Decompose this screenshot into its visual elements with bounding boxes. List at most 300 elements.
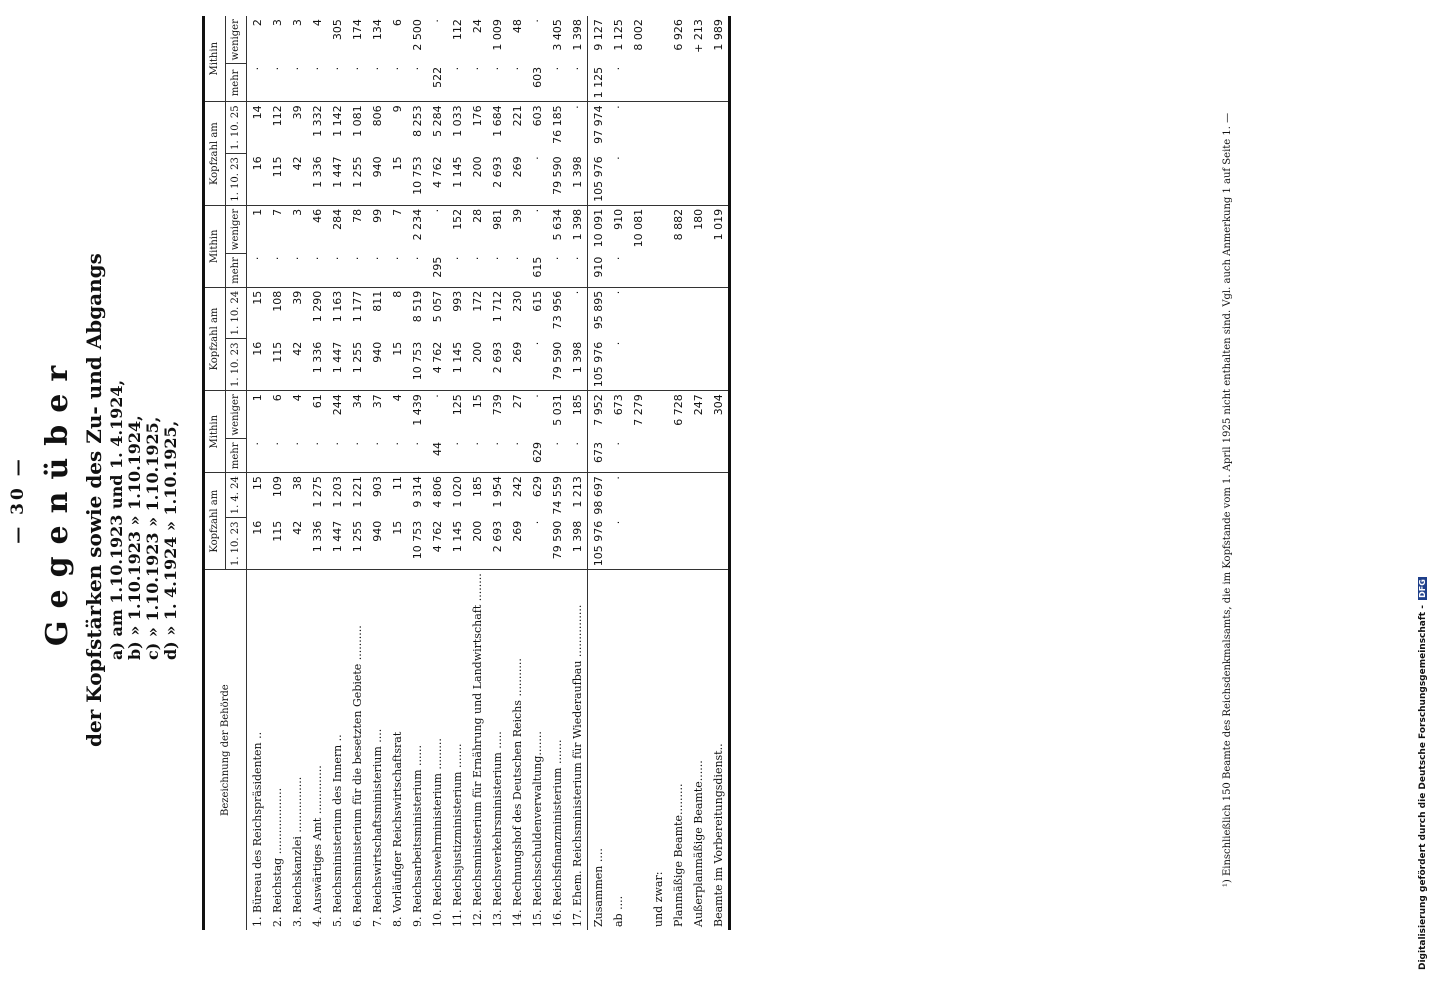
cell-value: 2 693 bbox=[487, 339, 507, 391]
header-mehr: mehr bbox=[226, 254, 247, 288]
cell-value: 48 bbox=[510, 19, 524, 34]
cell-value: · bbox=[567, 439, 588, 473]
date-line-c: c) » 1.10.1923 » 1.10.1925, bbox=[143, 416, 162, 660]
cell-value: · bbox=[247, 439, 268, 473]
table-row bbox=[668, 16, 688, 930]
cell-value: · bbox=[530, 394, 544, 398]
cell-value bbox=[648, 391, 668, 439]
cell-value: 629 bbox=[527, 439, 547, 473]
cell-value: 1 290 bbox=[310, 290, 324, 323]
cell-value: · bbox=[507, 254, 527, 288]
header-mithin-a: Mithin bbox=[204, 391, 226, 473]
page-number: — 30 — bbox=[8, 456, 28, 544]
cell-value: 1 163 bbox=[330, 290, 344, 323]
cell-value: 615 bbox=[527, 254, 547, 288]
cell-value bbox=[688, 64, 708, 102]
cell-value: · bbox=[547, 64, 567, 102]
cell-value bbox=[688, 439, 708, 473]
cell-value: · bbox=[430, 208, 444, 213]
cell-value: 940 bbox=[367, 518, 387, 570]
cell-value: · bbox=[347, 64, 367, 102]
cell-value: · bbox=[327, 254, 347, 288]
cell-value bbox=[708, 153, 730, 205]
cell-value: 24 bbox=[470, 19, 484, 34]
cell-value: · bbox=[547, 439, 567, 473]
cell-value: · bbox=[507, 439, 527, 473]
cell-value: 8 519 bbox=[410, 290, 424, 323]
cell-value: 15 bbox=[387, 339, 407, 391]
table-row bbox=[387, 16, 407, 930]
cell-value: 1 332 bbox=[310, 105, 324, 137]
table-row bbox=[487, 16, 507, 930]
cell-value: 269 bbox=[507, 518, 527, 570]
cell-value: 2 693 bbox=[487, 518, 507, 570]
table-row bbox=[708, 16, 730, 930]
row-label: 3. Reichskanzlei ................ bbox=[290, 776, 304, 927]
cell-value: 1 989 bbox=[711, 19, 725, 51]
cell-value bbox=[648, 153, 668, 205]
cell-value bbox=[628, 518, 648, 570]
cell-value: 4 762 bbox=[427, 518, 447, 570]
cell-value: · bbox=[567, 254, 588, 288]
cell-value bbox=[708, 64, 730, 102]
cell-value: 7 952 bbox=[588, 391, 609, 439]
cell-value bbox=[668, 439, 688, 473]
table-row bbox=[588, 16, 609, 930]
cell-value: · bbox=[530, 19, 544, 23]
cell-value: 1 255 bbox=[347, 339, 367, 391]
table-row bbox=[267, 16, 287, 930]
cell-value bbox=[628, 439, 648, 473]
cell-value: 4 762 bbox=[427, 339, 447, 391]
cell-value bbox=[688, 287, 708, 339]
cell-value: 2 234 bbox=[410, 208, 424, 241]
cell-value: · bbox=[287, 439, 307, 473]
cell-value: 125 bbox=[450, 394, 464, 416]
cell-value: · bbox=[447, 254, 467, 288]
cell-value: 230 bbox=[510, 290, 524, 312]
cell-value: · bbox=[487, 254, 507, 288]
header-weniger: weniger bbox=[226, 391, 247, 439]
cell-value: · bbox=[570, 105, 584, 109]
cell-value: 1 255 bbox=[347, 153, 367, 205]
cell-value: 1 bbox=[250, 394, 264, 402]
table-row bbox=[547, 16, 567, 930]
cell-value: 15 bbox=[250, 290, 264, 305]
cell-value: 105 976 bbox=[588, 153, 609, 205]
cell-value: 152 bbox=[450, 208, 464, 230]
cell-value: 9 314 bbox=[410, 476, 424, 508]
cell-value: 993 bbox=[450, 290, 464, 312]
cell-value: 1 020 bbox=[450, 476, 464, 508]
cell-value: · bbox=[530, 208, 544, 213]
cell-value: 3 405 bbox=[550, 19, 564, 51]
cell-value bbox=[688, 473, 708, 518]
cell-value: 42 bbox=[287, 153, 307, 205]
cell-value: 108 bbox=[270, 290, 284, 312]
cell-value: · bbox=[608, 254, 628, 288]
cell-value: 38 bbox=[290, 476, 304, 491]
header-mehr: mehr bbox=[226, 439, 247, 473]
row-label: Beamte im Vorbereitungsdienst.. bbox=[711, 743, 725, 927]
header-date: 1. 4. 24 bbox=[226, 473, 247, 518]
cell-value: · bbox=[487, 64, 507, 102]
row-label: 7. Reichswirtschaftsministerium .... bbox=[370, 728, 384, 927]
cell-value: 15 bbox=[250, 476, 264, 491]
cell-value: 903 bbox=[370, 476, 384, 498]
cell-value: 79 590 bbox=[547, 339, 567, 391]
cell-value: · bbox=[467, 254, 487, 288]
cell-value: · bbox=[507, 64, 527, 102]
cell-value: · bbox=[487, 439, 507, 473]
cell-value: 174 bbox=[350, 19, 364, 41]
cell-value: 112 bbox=[450, 19, 464, 41]
date-list bbox=[108, 380, 180, 660]
cell-value: · bbox=[608, 153, 628, 205]
digitization-note bbox=[1418, 10, 1428, 970]
cell-value: 673 bbox=[611, 394, 625, 416]
row-label bbox=[628, 570, 648, 930]
cell-value: · bbox=[467, 439, 487, 473]
cell-value: 73 956 bbox=[550, 290, 564, 330]
cell-value: 1 439 bbox=[410, 394, 424, 426]
cell-value: 6 926 bbox=[671, 19, 685, 51]
cell-value: 200 bbox=[467, 153, 487, 205]
cell-value: 76 185 bbox=[550, 105, 564, 144]
cell-value: 806 bbox=[370, 105, 384, 127]
table-row bbox=[507, 16, 527, 930]
cell-value bbox=[628, 339, 648, 391]
cell-value: 200 bbox=[467, 518, 487, 570]
table-row bbox=[367, 16, 387, 930]
cell-value: 8 bbox=[390, 290, 404, 298]
cell-value: 4 bbox=[290, 394, 304, 402]
cell-value bbox=[628, 254, 648, 288]
cell-value: · bbox=[307, 439, 327, 473]
cell-value: · bbox=[608, 339, 628, 391]
cell-value bbox=[688, 254, 708, 288]
cell-value: 284 bbox=[330, 208, 344, 230]
cell-value: 8 882 bbox=[671, 208, 685, 241]
cell-value bbox=[648, 16, 668, 64]
cell-value: 269 bbox=[507, 339, 527, 391]
dfg-logo: DFG bbox=[1418, 579, 1427, 598]
cell-value: 629 bbox=[530, 476, 544, 498]
row-label: Zusammen .... bbox=[588, 570, 609, 930]
cell-value: 1 398 bbox=[567, 518, 588, 570]
cell-value: · bbox=[367, 254, 387, 288]
cell-value bbox=[648, 518, 668, 570]
cell-value: 2 693 bbox=[487, 153, 507, 205]
cell-value bbox=[688, 102, 708, 154]
cell-value: · bbox=[247, 254, 268, 288]
cell-value: 4 bbox=[390, 394, 404, 402]
cell-value: · bbox=[430, 394, 444, 398]
header-weniger: weniger bbox=[226, 205, 247, 253]
cell-value: 105 976 bbox=[588, 518, 609, 570]
cell-value: 603 bbox=[527, 64, 547, 102]
digitization-text: Digitalisierung gefördert durch die Deutsche Forschungsgemeinschaft - bbox=[1418, 605, 1428, 970]
cell-value: 39 bbox=[290, 290, 304, 305]
cell-value: 10 081 bbox=[631, 208, 645, 248]
cell-value bbox=[708, 287, 730, 339]
cell-value: 1 033 bbox=[450, 105, 464, 137]
cell-value bbox=[668, 473, 688, 518]
cell-value bbox=[648, 287, 668, 339]
cell-value: 1 447 bbox=[327, 153, 347, 205]
cell-value bbox=[708, 473, 730, 518]
footnote: ¹) Einschließlich 150 Beamte des Reichsdenkmalsamts, die im Kopfstande vom 1. April 1925 nicht enthalten sind. Vgl. auch Anmerkung 1 auf Seite 1. — bbox=[1222, 112, 1233, 888]
cell-value: 61 bbox=[310, 394, 324, 409]
cell-value: 5 284 bbox=[430, 105, 444, 137]
cell-value: 244 bbox=[330, 394, 344, 416]
cell-value: 1 255 bbox=[347, 518, 367, 570]
cell-value: 78 bbox=[350, 208, 364, 223]
cell-value: 4 bbox=[310, 19, 324, 27]
cell-value: 247 bbox=[691, 394, 705, 416]
cell-value: · bbox=[608, 64, 628, 102]
cell-value: 5 031 bbox=[550, 394, 564, 426]
table-row bbox=[688, 16, 708, 930]
cell-value: 11 bbox=[390, 476, 404, 491]
page-subtitle: der Kopfstärken sowie des Zu- und Abgangs bbox=[82, 253, 106, 747]
cell-value: · bbox=[407, 64, 427, 102]
cell-value: 305 bbox=[330, 19, 344, 41]
cell-value: · bbox=[287, 64, 307, 102]
cell-value: + 213 bbox=[691, 19, 705, 53]
cell-value: · bbox=[570, 290, 584, 295]
staff-table bbox=[202, 16, 731, 930]
table-row bbox=[628, 16, 648, 930]
cell-value bbox=[708, 254, 730, 288]
cell-value: 115 bbox=[267, 153, 287, 205]
cell-value: 1 bbox=[250, 208, 264, 216]
date-line-a: a) am 1.10.1923 und 1. 4.1924, bbox=[107, 379, 126, 660]
cell-value: · bbox=[611, 105, 625, 109]
cell-value: 1 221 bbox=[350, 476, 364, 508]
cell-value bbox=[628, 102, 648, 154]
cell-value bbox=[668, 102, 688, 154]
cell-value: · bbox=[347, 254, 367, 288]
cell-value: · bbox=[547, 254, 567, 288]
cell-value bbox=[708, 102, 730, 154]
cell-value: 16 bbox=[247, 518, 268, 570]
cell-value: · bbox=[467, 64, 487, 102]
cell-value: 1 177 bbox=[350, 290, 364, 323]
cell-value bbox=[668, 64, 688, 102]
cell-value: 295 bbox=[427, 254, 447, 288]
row-label: 13. Reichsverkehrsministerium ..... bbox=[490, 731, 504, 927]
row-label: 5. Reichsministerium des Innern .. bbox=[330, 734, 344, 927]
table-row bbox=[567, 16, 588, 930]
cell-value: 269 bbox=[507, 153, 527, 205]
row-label: 11. Reichsjustizministerium ....... bbox=[450, 743, 464, 927]
table-row bbox=[347, 16, 367, 930]
table-row bbox=[407, 16, 427, 930]
cell-value: 1 684 bbox=[490, 105, 504, 137]
cell-value: 34 bbox=[350, 394, 364, 409]
cell-value: 1 712 bbox=[490, 290, 504, 323]
cell-value: 4 806 bbox=[430, 476, 444, 508]
header-kopfzahl-a: Kopfzahl am bbox=[204, 473, 226, 570]
cell-value: 115 bbox=[267, 518, 287, 570]
cell-value: 1 145 bbox=[447, 153, 467, 205]
cell-value: · bbox=[527, 153, 547, 205]
cell-value: 1 336 bbox=[307, 339, 327, 391]
cell-value: 5 057 bbox=[430, 290, 444, 323]
cell-value: · bbox=[608, 439, 628, 473]
cell-value: 98 697 bbox=[588, 473, 609, 518]
cell-value: 15 bbox=[387, 518, 407, 570]
cell-value: 522 bbox=[427, 64, 447, 102]
cell-value bbox=[688, 339, 708, 391]
cell-value: 3 bbox=[270, 19, 284, 27]
cell-value: 99 bbox=[370, 208, 384, 223]
date-line-b: b) » 1.10.1923 » 1.10.1924, bbox=[125, 415, 144, 660]
page-title: Gegenüber bbox=[40, 353, 75, 647]
cell-value bbox=[648, 64, 668, 102]
cell-value: 10 091 bbox=[588, 205, 609, 253]
table-row bbox=[247, 16, 268, 930]
cell-value: 3 bbox=[290, 208, 304, 216]
cell-value: · bbox=[267, 254, 287, 288]
cell-value: · bbox=[307, 64, 327, 102]
cell-value: · bbox=[430, 19, 444, 23]
cell-value bbox=[668, 518, 688, 570]
cell-value bbox=[628, 153, 648, 205]
cell-value: 7 279 bbox=[631, 394, 645, 426]
cell-value: 10 753 bbox=[407, 153, 427, 205]
row-label: ab .... bbox=[611, 895, 625, 927]
table-row bbox=[648, 16, 668, 930]
cell-value: 1 398 bbox=[570, 19, 584, 51]
cell-value: 44 bbox=[427, 439, 447, 473]
cell-value: 1 447 bbox=[327, 518, 347, 570]
cell-value: 115 bbox=[267, 339, 287, 391]
cell-value: 7 bbox=[270, 208, 284, 216]
cell-value: · bbox=[347, 439, 367, 473]
row-label: 15. Reichsschuldenverwaltung....... bbox=[530, 731, 544, 927]
cell-value bbox=[648, 439, 668, 473]
header-weniger: weniger bbox=[226, 16, 247, 64]
cell-value: 1 954 bbox=[490, 476, 504, 508]
header-mithin-c: Mithin bbox=[204, 16, 226, 102]
cell-value: · bbox=[267, 439, 287, 473]
cell-value: 95 895 bbox=[588, 287, 609, 339]
cell-value: 74 559 bbox=[550, 476, 564, 515]
cell-value: 15 bbox=[470, 394, 484, 409]
cell-value: 1 009 bbox=[490, 19, 504, 51]
cell-value: · bbox=[367, 64, 387, 102]
cell-value: 1 213 bbox=[570, 476, 584, 508]
table-row bbox=[287, 16, 307, 930]
cell-value: · bbox=[447, 64, 467, 102]
cell-value: 109 bbox=[270, 476, 284, 498]
cell-value: 910 bbox=[611, 208, 625, 230]
cell-value: 9 bbox=[390, 105, 404, 113]
row-label: und zwar: bbox=[651, 871, 665, 927]
cell-value: 28 bbox=[470, 208, 484, 223]
cell-value: 112 bbox=[270, 105, 284, 127]
cell-value: 39 bbox=[510, 208, 524, 223]
cell-value: 2 bbox=[250, 19, 264, 27]
cell-value: 16 bbox=[247, 339, 268, 391]
row-label: 14. Rechnungshof des Deutschen Reichs ........... bbox=[510, 658, 524, 927]
cell-value: · bbox=[247, 64, 268, 102]
cell-value: 1 336 bbox=[307, 518, 327, 570]
cell-value bbox=[708, 439, 730, 473]
cell-value: 16 bbox=[247, 153, 268, 205]
cell-value: 940 bbox=[367, 339, 387, 391]
cell-value: 7 bbox=[390, 208, 404, 216]
cell-value bbox=[688, 518, 708, 570]
cell-value: 2 500 bbox=[410, 19, 424, 51]
cell-value: 6 bbox=[390, 19, 404, 27]
cell-value: · bbox=[307, 254, 327, 288]
cell-value: 37 bbox=[370, 394, 384, 409]
cell-value: 1 019 bbox=[711, 208, 725, 241]
header-kopfzahl-b: Kopfzahl am bbox=[204, 287, 226, 391]
cell-value: · bbox=[567, 64, 588, 102]
row-label: 8. Vorläufiger Reichswirtschaftsrat bbox=[390, 731, 404, 927]
cell-value: 1 398 bbox=[567, 153, 588, 205]
cell-value: 981 bbox=[490, 208, 504, 230]
cell-value bbox=[668, 153, 688, 205]
cell-value: 134 bbox=[370, 19, 384, 41]
cell-value: 739 bbox=[490, 394, 504, 416]
cell-value: · bbox=[387, 439, 407, 473]
table-row bbox=[608, 16, 628, 930]
date-line-d: d) » 1. 4.1924 » 1.10.1925, bbox=[161, 420, 180, 660]
cell-value: 1 142 bbox=[330, 105, 344, 137]
header-kopfzahl-c: Kopfzahl am bbox=[204, 102, 226, 206]
cell-value: 79 590 bbox=[547, 518, 567, 570]
cell-value: 811 bbox=[370, 290, 384, 312]
header-date: 1. 10. 24 bbox=[226, 287, 247, 339]
cell-value: 10 753 bbox=[407, 518, 427, 570]
header-mehr: mehr bbox=[226, 64, 247, 102]
cell-value: 97 974 bbox=[588, 102, 609, 154]
cell-value bbox=[708, 339, 730, 391]
table-row bbox=[447, 16, 467, 930]
cell-value: 1 145 bbox=[447, 339, 467, 391]
header-date: 1. 10. 23 bbox=[226, 518, 247, 570]
row-label: 6. Reichsministerium für die besetzten Gebiete .......... bbox=[350, 625, 364, 927]
table-row bbox=[467, 16, 487, 930]
cell-value: · bbox=[327, 439, 347, 473]
cell-value: 105 976 bbox=[588, 339, 609, 391]
cell-value: · bbox=[367, 439, 387, 473]
cell-value bbox=[648, 339, 668, 391]
cell-value: 1 336 bbox=[307, 153, 327, 205]
table-row bbox=[307, 16, 327, 930]
cell-value: · bbox=[267, 64, 287, 102]
cell-value bbox=[668, 339, 688, 391]
cell-value bbox=[668, 287, 688, 339]
cell-value: 8 253 bbox=[410, 105, 424, 137]
cell-value: 673 bbox=[588, 439, 609, 473]
cell-value: 39 bbox=[290, 105, 304, 120]
row-label: Planmäßige Beamte......... bbox=[671, 783, 685, 927]
row-label: 16. Reichsfinanzministerium ....... bbox=[550, 739, 564, 927]
cell-value: · bbox=[387, 254, 407, 288]
header-date: 1. 10. 23 bbox=[226, 339, 247, 391]
cell-value: 615 bbox=[530, 290, 544, 312]
cell-value bbox=[648, 205, 668, 253]
row-label: Außerplanmäßige Beamte...... bbox=[691, 760, 705, 927]
cell-value bbox=[628, 64, 648, 102]
cell-value: 221 bbox=[510, 105, 524, 127]
